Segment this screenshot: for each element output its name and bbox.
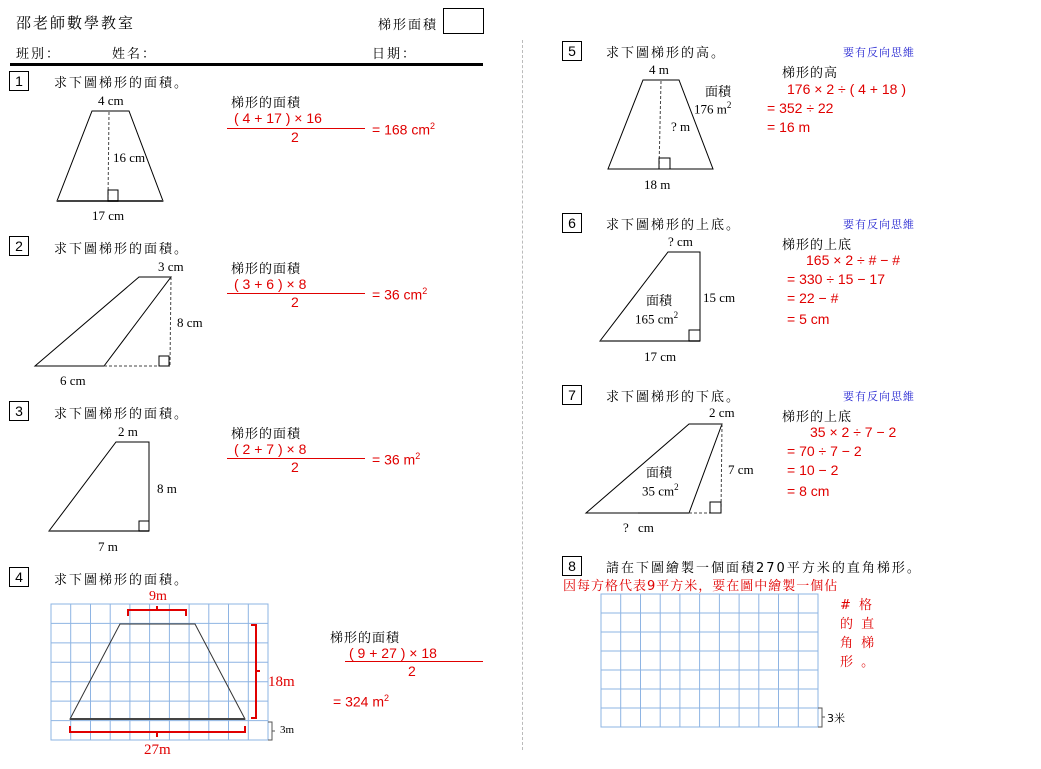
date-label: 日期： [372, 47, 418, 62]
q2-numerator: ( 3 + 6 ) × 8 [234, 276, 307, 292]
q6-line-1: 165 × 2 ÷ # − # [806, 252, 901, 268]
q5-hint: 要有反向思維 [843, 46, 915, 59]
q1-bottom-label: 17 cm [92, 208, 125, 223]
q5-line-2: = 352 ÷ 22 [767, 100, 834, 116]
name-label: 姓名： [112, 47, 158, 62]
q7-height-label: 7 cm [728, 462, 754, 477]
q8-answer-row-3: 角 梯 [840, 636, 877, 651]
worksheet-topic: 梯形面積 [378, 18, 439, 33]
q3-numerator: ( 2 + 7 ) × 8 [234, 441, 307, 457]
q5-line-3: = 16 m [767, 119, 811, 135]
q4-cell-scale: 3m [280, 724, 295, 736]
q1-height-label: 16 cm [113, 150, 146, 165]
q7-area-label: 面積 [646, 466, 673, 481]
q6-area-label: 面積 [646, 294, 673, 309]
q2-top-label: 3 cm [158, 259, 184, 274]
q7-top-label: 2 cm [709, 405, 735, 420]
q5-line-1: 176 × 2 ÷ ( 4 + 18 ) [787, 81, 906, 97]
q2-result: = 36 $cm^2$ [372, 286, 428, 303]
question-8-prompt: 請在下圖繪製一個面積270平方米的直角梯形。 [606, 561, 922, 576]
q2-denominator: 2 [291, 294, 299, 310]
school-title: 邵老師數學教室 [16, 14, 136, 32]
q7-line-2: = 70 ÷ 7 − 2 [787, 443, 862, 459]
q5-solution-title: 梯形的高 [782, 66, 839, 81]
q3-result: = 36 $m^2$ [372, 451, 421, 468]
q3-top-label: 2 m [118, 424, 138, 439]
q3-solution-title: 梯形的面積 [231, 427, 302, 442]
q8-answer-row-4: 形 。 [840, 655, 877, 670]
q4-top-label: 9m [149, 589, 167, 604]
q8-answer-row-2: 的 直 [840, 617, 877, 632]
question-number-7: 7 [562, 385, 582, 405]
q4-numerator: ( 9 + 27 ) × 18 [349, 645, 437, 661]
question-number-5: 5 [562, 41, 582, 61]
q1-numerator: ( 4 + 17 ) × 16 [234, 110, 322, 126]
q8-cell-scale: 3米 [827, 712, 845, 725]
q3-height-label: 8 m [157, 481, 177, 496]
class-label: 班別： [16, 47, 62, 62]
question-number-4: 4 [9, 567, 29, 587]
q3-denominator: 2 [291, 459, 299, 475]
q5-area-value: 176 $m^2$ [694, 100, 732, 117]
q6-area-value: 165 $cm^2$ [635, 310, 679, 327]
q1-denominator: 2 [291, 129, 299, 145]
q8-answer-line-1: 因每方格代表9平方米，要在圖中繪製一個佔 [563, 579, 839, 594]
question-3-prompt: 求下圖梯形的面積。 [54, 407, 190, 422]
q4-result: = 324 $m^2$ [333, 693, 389, 710]
q2-solution-title: 梯形的面積 [231, 262, 302, 277]
q7-hint: 要有反向思維 [843, 390, 915, 403]
q4-bottom-label: 27m [144, 742, 171, 758]
question-number-1: 1 [9, 71, 29, 91]
question-2-prompt: 求下圖梯形的面積。 [54, 242, 190, 257]
question-4-prompt: 求下圖梯形的面積。 [54, 573, 190, 588]
q1-top-label: 4 cm [98, 93, 124, 108]
question-1-prompt: 求下圖梯形的面積。 [54, 76, 190, 91]
question-6-prompt: 求下圖梯形的上底。 [606, 218, 742, 233]
q6-bottom-label: 17 cm [644, 349, 677, 364]
q5-top-label: 4 m [649, 62, 669, 77]
q7-line-1: 35 × 2 ÷ 7 − 2 [810, 424, 897, 440]
question-number-6: 6 [562, 213, 582, 233]
q7-line-3: = 10 − 2 [787, 462, 839, 478]
q8-answer-row-1: # 格 [840, 598, 875, 613]
q7-area-value: 35 $cm^2$ [642, 482, 679, 499]
q5-area-label: 面積 [705, 85, 732, 100]
q5-height-label: ? m [671, 119, 691, 134]
q7-solution-title: 梯形的上底 [782, 410, 853, 425]
q4-solution-title: 梯形的面積 [330, 631, 401, 646]
q2-bottom-label: 6 cm [60, 373, 86, 388]
q3-bottom-label: 7 m [98, 539, 118, 554]
q6-hint: 要有反向思維 [843, 218, 915, 231]
q4-denominator: 2 [408, 663, 416, 679]
q6-line-3: = 22 − # [787, 290, 839, 306]
question-number-2: 2 [9, 236, 29, 256]
q6-height-label: 15 cm [703, 290, 736, 305]
question-5-prompt: 求下圖梯形的高。 [606, 46, 727, 61]
q4-height-label: 18m [268, 674, 295, 690]
q6-line-4: = 5 cm [787, 311, 830, 327]
q7-line-4: = 8 cm [787, 483, 830, 499]
question-7-prompt: 求下圖梯形的下底。 [606, 390, 742, 405]
q1-result: = 168 $cm^2$ [372, 121, 435, 138]
q6-solution-title: 梯形的上底 [782, 238, 853, 253]
q6-line-2: = 330 ÷ 15 − 17 [787, 271, 885, 287]
q5-bottom-label: 18 m [644, 177, 671, 192]
question-number-3: 3 [9, 401, 29, 421]
q7-bottom-label: ? cm [623, 520, 654, 535]
q1-solution-title: 梯形的面積 [231, 96, 302, 111]
question-number-8: 8 [562, 556, 582, 576]
q2-height-label: 8 cm [177, 315, 203, 330]
q6-top-label: ? cm [668, 234, 693, 249]
